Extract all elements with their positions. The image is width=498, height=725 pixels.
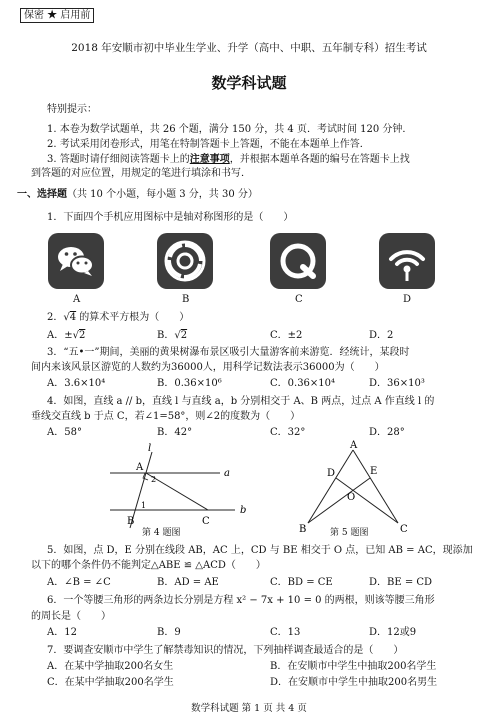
q4-option-d: D．28° [369, 427, 405, 438]
q2-option-a-prefix: A．± [47, 330, 73, 341]
subject-title: 数学科试题 [211, 74, 287, 92]
segment-be [308, 478, 370, 523]
fig5-label-D: D [327, 468, 336, 479]
instruction-3 [47, 154, 410, 166]
fig4-label-B: B [127, 516, 135, 527]
q2-stem-number: 2． [47, 312, 64, 323]
instruction-3-emphasis: 注意事项 [189, 154, 230, 165]
figure-5 [290, 440, 420, 540]
q7-option-c: C．在某中学抽取200名学生 [47, 677, 174, 688]
secret-label: 保密 ★ 启用前 [20, 8, 94, 23]
exam-title: 2018 年安顺市初中毕业生学业、升学（高中、中职、五年制专科）招生考试 [71, 42, 427, 54]
instruction-3-text-a: 3. 答题时请仔细阅读答题卡上的 [47, 154, 190, 165]
instruction-3-text-b: ，并根据本题单各题的编号在答题卡上找 [229, 154, 410, 165]
q6-option-b: B．9 [157, 627, 181, 638]
q4-line-1: 4．如图，直线 a // b，直线 l 与直线 a，b 分别相交于 A、B 两点，过点 A 作直线 l 的 [47, 396, 435, 407]
sqrt-sign: √ [72, 330, 79, 341]
q3-option-c: C．0.36×10⁴ [270, 378, 336, 389]
q3-option-d: D．36×10³ [369, 378, 425, 389]
q4-option-b: B．42° [157, 427, 193, 438]
fig4-label-1: 1 [141, 501, 147, 510]
fig5-label-C: C [400, 524, 408, 535]
q1-label-a: A [73, 294, 81, 305]
segment-cd [336, 478, 398, 523]
q2-option-d: D．2 [369, 330, 394, 341]
q3-option-b: B．0.36×10⁶ [157, 378, 222, 389]
section-1-title-bold: 一、选择题 [17, 189, 67, 200]
q1-stem: 1．下面四个手机应用图标中是轴对称图形的是（ ） [47, 212, 294, 223]
q1-label-d: D [403, 294, 412, 305]
q1-label-b: B [182, 294, 190, 305]
q5-line-2: 以下的哪个条件仍不能判定△ABE ≌ △ACD（ ） [31, 560, 266, 571]
q2-option-a [47, 330, 85, 342]
instruction-3-continued: 到答题的对应位置，用规定的笔进行填涂和书写． [31, 168, 251, 179]
fig5-label-B: B [299, 524, 307, 535]
side-ab [308, 450, 356, 523]
fig4-label-A: A [136, 462, 144, 473]
q4-option-a: A．58° [47, 427, 82, 438]
q5-line-1: 5．如图，点 D，E 分别在线段 AB，AC 上，CD 与 BE 相交于 O 点，已知 AB = AC，现添加 [47, 545, 473, 556]
fig4-label-b: b [240, 505, 247, 516]
fig5-label-O: O [347, 492, 356, 503]
fig4-label-2: 2 [151, 475, 157, 484]
q7-option-a: A．在某中学抽取200名女生 [47, 661, 174, 672]
fig4-label-C: C [202, 516, 210, 527]
q7-option-d: D．在安顺市中学生中抽取200名男生 [270, 677, 438, 688]
q6-line-1: 6．一个等腰三角形的两条边长分别是方程 x² − 7x + 10 = 0 的两根，则该等腰三角形 [47, 595, 435, 606]
section-1-title-rest: （共 10 个小题，每小题 3 分，共 30 分） [67, 189, 258, 200]
sqrt-sign: √ [63, 312, 70, 323]
instruction-1: 1. 本卷为数学试题单，共 26 个题，满分 150 分，共 4 页．考试时间 120 分钟． [47, 124, 413, 135]
q6-line-2: 的周长是（ ） [31, 611, 111, 622]
wifi-icon [379, 233, 435, 289]
chat-bubbles-icon [48, 233, 104, 289]
instructions-heading: 特别提示： [47, 104, 97, 115]
q2-option-c: C．±2 [270, 330, 303, 341]
fig5-label-A: A [350, 440, 358, 451]
q3-line-1: 3．“五•一”期间，美丽的黄果树瀑布景区吸引大量游客前来游览．经统计，某段时 [47, 347, 410, 358]
q7-option-b: B．在安顺市中学生中抽取200名学生 [270, 661, 437, 672]
instruction-2: 2. 考试采用闭卷形式，用笔在特制答题卡上答题，不能在本题单上作答． [47, 139, 370, 150]
q5-option-d: D．BE = CD [369, 577, 433, 588]
fig5-label-E: E [370, 466, 378, 477]
q3-option-a: A．3.6×10⁴ [47, 378, 106, 389]
q2-option-b [157, 330, 187, 342]
q2-option-b-radicand: 2 [180, 330, 188, 341]
figure-4 [100, 440, 260, 540]
fig4-label-a: a [224, 468, 230, 479]
sqrt-sign: √ [174, 330, 181, 341]
fig5-caption: 第 5 题图 [330, 528, 369, 538]
q5-option-a: A．∠B = ∠C [47, 577, 111, 588]
side-ac [353, 450, 398, 523]
swirl-icon [157, 233, 213, 289]
q2-stem [47, 312, 189, 324]
page-footer: 数学科试题 第 1 页 共 4 页 [191, 703, 307, 714]
q5-option-b: B．AD = AE [157, 577, 219, 588]
q7-stem: 7．要调查安顺市中学生了解禁毒知识的情况，下列抽样调查最适合的是（ ） [47, 645, 404, 656]
section-1-title [17, 189, 258, 201]
q3-line-2: 间内来该风景区游览的人数约为36000人，用科学记数法表示36000为（ ） [31, 362, 385, 373]
q4-option-c: C．32° [270, 427, 306, 438]
q5-option-c: C．BD = CE [270, 577, 333, 588]
q1-label-c: C [295, 294, 303, 305]
q4-line-2: 垂线交直线 b 于点 C，若∠1=58°，则∠2的度数为（ ） [31, 411, 301, 422]
fig4-label-l: l [148, 443, 152, 454]
q-search-icon [270, 233, 326, 289]
q2-option-b-prefix: B． [157, 330, 175, 341]
q6-option-a: A．12 [47, 627, 77, 638]
q6-option-d: D．12或9 [369, 627, 417, 638]
fig4-caption: 第 4 题图 [142, 528, 181, 538]
q2-stem-text: 的算术平方根为（ ） [76, 312, 190, 323]
q2-radicand: 4 [69, 312, 77, 323]
q6-option-c: C．13 [270, 627, 301, 638]
q2-option-a-radicand: 2 [78, 330, 86, 341]
